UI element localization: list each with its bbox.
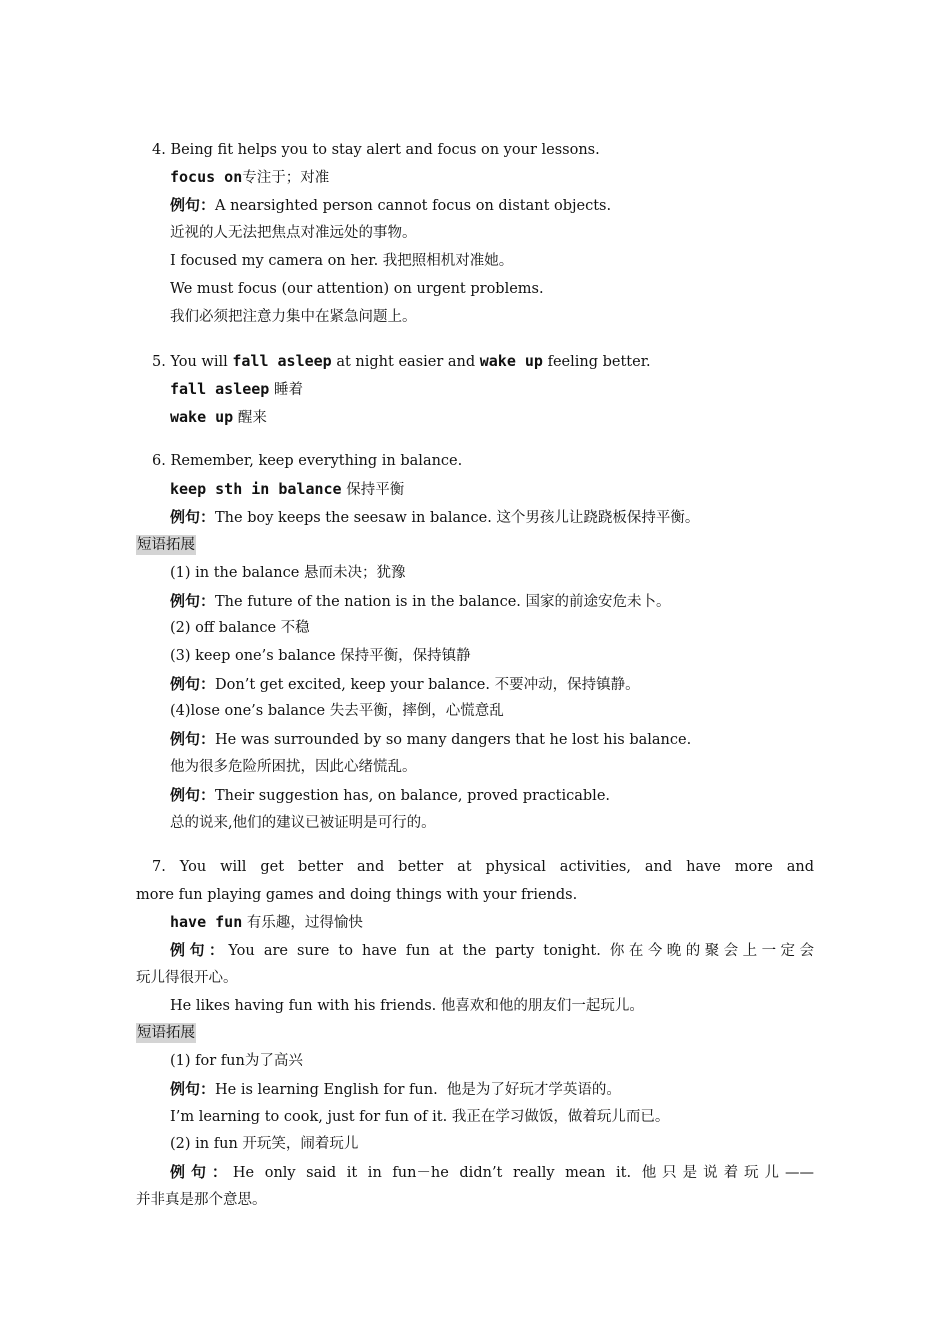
phrase-have-fun: have fun — [170, 913, 243, 931]
item-6-ext-4-translation: 他为很多危险所困扰，因此心绪慌乱。 — [170, 759, 417, 775]
item-5-phrase-2 — [170, 407, 267, 428]
example-label: 例句： — [170, 592, 216, 610]
phrase-focus-on: focus on — [170, 168, 243, 186]
item-7-ext-2: (2) in fun 开玩笑，闹着玩儿 — [170, 1136, 359, 1152]
item-6-ext-5-example — [170, 785, 610, 806]
example-text: Don’t get excited, keep your balance. 不要冲动，保持镇静。 — [215, 677, 640, 693]
item-4-example-2: I focused my camera on her. 我把照相机对准她。 — [170, 253, 514, 269]
item-6-ext-4: (4)lose one’s balance 失去平衡，摔倒，心慌意乱 — [170, 703, 504, 719]
item-7-ext-2-example-line-2: 并非真是那个意思。 — [136, 1192, 267, 1208]
phrase-keep-in-balance: keep sth in balance — [170, 480, 342, 498]
example-text: He only said it in fun－he didn’t really mean it. 他只是说着玩儿—— — [232, 1165, 814, 1181]
item-6-ext-2: (2) off balance 不稳 — [170, 620, 310, 636]
item-7-sentence-line-1: 7. You will get better and better at physical activities, and have more and — [152, 859, 814, 875]
item-4-example-1 — [170, 195, 611, 216]
item-5-sentence — [152, 351, 651, 372]
item-4-phrase-line — [170, 167, 329, 188]
bold-fall-asleep: fall asleep — [232, 352, 332, 370]
phrase-meaning: 有乐趣，过得愉快 — [242, 915, 363, 931]
phrase-focus-on-meaning: 专注于；对准 — [242, 170, 330, 186]
phrase-meaning: 睡着 — [269, 382, 303, 398]
item-5-phrase-1 — [170, 379, 303, 400]
item-7-ext-1-example-2: I’m learning to cook, just for fun of it. 我正在学习做饭，做着玩儿而已。 — [170, 1109, 670, 1125]
item-7-example-2: He likes having fun with his friends. 他喜欢和他的朋友们一起玩儿。 — [170, 998, 644, 1014]
item-6-ext-3-example — [170, 674, 640, 695]
item-6-phrase-line — [170, 479, 404, 500]
example-label: 例句： — [170, 196, 216, 214]
example-text: The boy keeps the seesaw in balance. 这个男孩儿让跷跷板保持平衡。 — [215, 510, 700, 526]
example-label: 例句： — [170, 730, 216, 748]
phrase-fall-asleep: fall asleep — [170, 380, 270, 398]
example-text: He was surrounded by so many dangers that he lost his balance. — [215, 732, 692, 748]
phrase-extension-tag: 短语拓展 — [137, 1025, 195, 1041]
item-7-example-1-line-1 — [170, 940, 814, 961]
item-4-example-3: We must focus (our attention) on urgent problems. — [170, 281, 544, 297]
item-6-example — [170, 507, 699, 528]
item-7-example-1-line-2: 玩儿得很开心。 — [136, 970, 238, 986]
sentence-part: at night easier and — [331, 354, 480, 370]
example-text: The future of the nation is in the balance. 国家的前途安危未卜。 — [215, 594, 671, 610]
item-7-ext-1: (1) for fun为了高兴 — [170, 1053, 303, 1069]
example-text: You are sure to have fun at the party tonight. 你在今晚的聚会上一定会 — [228, 943, 814, 959]
item-7-sentence-line-2: more fun playing games and doing things with your friends. — [136, 887, 578, 903]
example-label: 例句： — [170, 675, 216, 693]
phrase-extension-tag: 短语拓展 — [137, 537, 195, 553]
item-6-ext-1: (1) in the balance 悬而未决；犹豫 — [170, 565, 406, 581]
item-7-ext-2-example-line-1 — [170, 1162, 814, 1183]
item-6-sentence: 6. Remember, keep everything in balance. — [152, 453, 463, 469]
item-4-example-1-translation: 近视的人无法把焦点对准远处的事物。 — [170, 225, 417, 241]
item-4-sentence: 4. Being fit helps you to stay alert and focus on your lessons. — [152, 142, 600, 158]
item-6-ext-4-example — [170, 729, 691, 750]
item-6-ext-5-translation: 总的说来,他们的建议已被证明是可行的。 — [170, 815, 436, 831]
bold-wake-up: wake up — [479, 352, 543, 370]
example-text: He is learning English for fun. 他是为了好玩才学英语的。 — [215, 1082, 621, 1098]
example-label: 例句： — [170, 508, 216, 526]
example-text: A nearsighted person cannot focus on distant objects. — [215, 198, 612, 214]
phrase-meaning: 醒来 — [233, 410, 267, 426]
example-text: Their suggestion has, on balance, proved practicable. — [215, 788, 611, 804]
example-label: 例句： — [170, 941, 229, 959]
sentence-part: 5. You will — [152, 354, 233, 370]
item-7-phrase-line — [170, 912, 363, 933]
item-6-ext-3: (3) keep one’s balance 保持平衡，保持镇静 — [170, 648, 471, 664]
phrase-meaning: 保持平衡 — [341, 482, 405, 498]
example-label: 例句： — [170, 1163, 233, 1181]
phrase-wake-up: wake up — [170, 408, 234, 426]
example-label: 例句： — [170, 1080, 216, 1098]
sentence-part: feeling better. — [542, 354, 651, 370]
example-label: 例句： — [170, 786, 216, 804]
item-6-ext-1-example — [170, 591, 671, 612]
item-7-ext-1-example — [170, 1079, 621, 1100]
item-4-example-3-translation: 我们必须把注意力集中在紧急问题上。 — [170, 309, 417, 325]
